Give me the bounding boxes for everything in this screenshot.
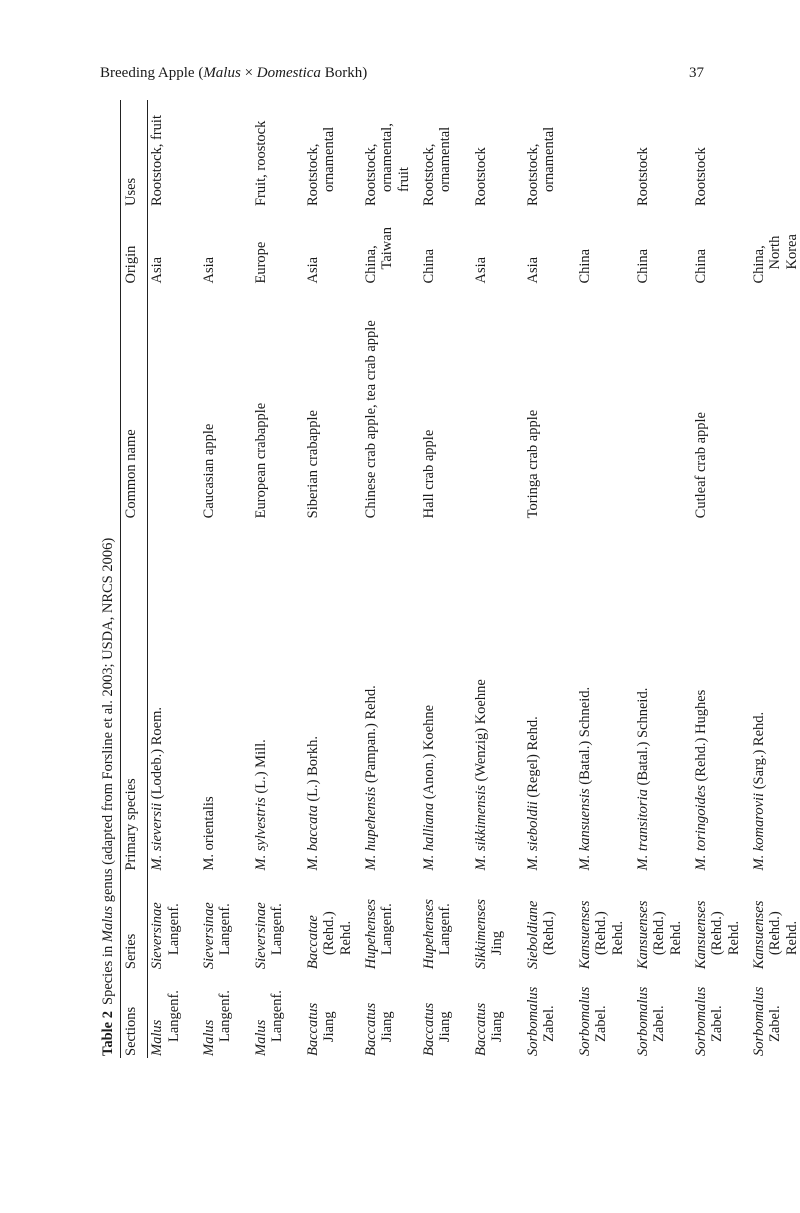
cell-section [304,971,362,1058]
table-row [692,100,750,1058]
cell-series-italic: Hupehenses [362,899,379,970]
cell-series [692,873,750,972]
cell-uses [200,100,252,208]
cell-uses: Fruit, roostock [252,120,269,207]
cell-section-italic: Sorbomalus [692,986,709,1056]
cell-common-name [750,286,800,521]
cell-series [576,873,634,972]
cell-species-text: (Sarg.) Rehd. [750,711,767,793]
cell-section-text: Zabel. [593,1005,609,1042]
cell-species-text: (Pampan.) Rehd. [362,685,379,787]
caption-italic: Malus [100,905,116,943]
cell-series-italic: Sieversinae [149,902,165,970]
cell-series-text: Langenf. [217,903,233,956]
cell-species-italic: M. kansuensis [576,788,593,871]
cell-section-text: Langenf. [165,990,182,1042]
cell-common-name: Caucasian apple [200,423,217,519]
cell-series [148,873,200,972]
cell-common-name [634,286,692,521]
running-head-title-italic-a: Malus [203,65,241,81]
cell-species-text: (Regel) Rehd. [524,716,541,802]
cell-section-text: Zabel. [541,1005,557,1042]
cell-uses: Rootstock, fruit [149,115,165,207]
cell-series-italic: Kansuenses [634,900,651,970]
species-table [120,100,800,1058]
header-origin: Origin [123,245,139,284]
cell-primary-species [200,520,252,872]
cell-section-italic: Malus [252,1019,269,1056]
cell-section-italic: Malus [149,1019,165,1056]
cell-series-italic: Hupehenses [420,899,437,970]
cell-section [148,971,200,1058]
cell-origin: China [420,248,437,284]
cell-section-italic: Sorbomalus [634,986,651,1056]
cell-common-name: Chinese crab apple, tea crab apple [362,320,379,519]
cell-primary-species [634,520,692,872]
header-sections: Sections [123,1006,139,1056]
table-row [524,100,576,1058]
cell-common-name: European crabapple [252,402,269,519]
table-row [200,100,252,1058]
cell-section [634,971,692,1058]
table-row [472,100,524,1058]
header-common-name: Common name [123,429,139,519]
cell-uses: Rootstock [472,147,489,207]
cell-origin: China [634,248,651,284]
cell-series-italic: Sieversinae [200,902,217,970]
cell-uses: Rootstock, ornamental [524,126,557,207]
cell-series-text: (Rehd.) Rehd. [651,911,684,956]
cell-series [472,873,524,972]
cell-species-text: (L.) Mill. [252,739,269,798]
table-label: Table 2 [100,1011,116,1056]
cell-common-name: Siberian crabapple [304,410,321,519]
cell-uses [750,100,800,208]
cell-section-text: Langenf. [217,990,233,1042]
cell-species-text: (L.) Borkh. [304,736,321,806]
cell-common-name: Hall crab apple [420,429,437,519]
cell-species-italic: M. komarovii [750,792,767,871]
cell-species-italic: M. sikkimensis [472,785,489,871]
table-row [420,100,472,1058]
cell-series [304,873,362,972]
running-head-title-italic-b: Domestica [256,65,321,81]
cell-section [200,971,252,1058]
cell-species-text: (Lodeb.) Roem. [149,707,165,803]
cell-section-text: Jiang [321,1011,337,1042]
cell-section-italic: Baccatus [362,1002,379,1056]
header-primary-species: Primary species [123,778,139,871]
cell-primary-species [576,520,634,872]
table-row [252,100,304,1058]
cell-series-italic: Kansuenses [750,900,767,970]
cell-series-text: (Rehd.) Rehd. [593,911,626,956]
cell-section [750,971,800,1058]
table-row [304,100,362,1058]
cell-primary-species [148,520,200,872]
cell-section-text: Jiang [489,1011,505,1042]
cell-primary-species [304,520,362,872]
cell-series [750,873,800,972]
cell-species-text: (Anon.) Koehne [420,704,437,803]
cell-section-italic: Sorbomalus [524,986,541,1056]
cell-species-italic: M. baccata [304,805,321,871]
cell-section-text: Jiang [437,1011,453,1042]
cell-origin: Asia [149,256,165,284]
cell-section [252,971,304,1058]
header-series: Series [123,933,139,970]
cell-section-text: Zabel. [767,1005,783,1042]
cell-species-text: (Rehd.) Hughes [692,689,709,786]
cell-species-text: (Batal.) Schneid. [634,687,651,790]
cell-origin: Asia [200,256,217,284]
cell-origin: Asia [472,256,489,284]
running-head-title-mid: × [240,65,257,81]
cell-section-italic: Baccatus [420,1002,437,1056]
cell-section [362,971,420,1058]
cell-series-text: Langenf. [269,903,285,956]
cell-series [524,873,576,972]
table-row [634,100,692,1058]
table-body [148,100,800,1058]
cell-origin: Asia [524,256,541,284]
running-head-title-post: Borkh) [320,65,368,81]
running-head-title [100,64,367,82]
cell-series [200,873,252,972]
table-row [576,100,634,1058]
cell-section [524,971,576,1058]
cell-series [362,873,420,972]
cell-origin: China, Taiwan [362,227,395,284]
cell-section-italic: Baccatus [472,1002,489,1056]
cell-series-italic: Kansuenses [692,900,709,970]
table-row [148,100,200,1058]
cell-common-name: Cutleaf crab apple [692,412,709,519]
cell-uses: Rootstock, ornamental, fruit [362,123,412,207]
cell-series-italic: Sieversinae [252,902,269,970]
cell-series-text: Jing [489,930,505,956]
cell-common-name: Toringa crab apple [524,409,541,519]
species-table-rotated [98,100,800,1058]
cell-section-italic: Sorbomalus [750,986,767,1056]
cell-origin: China [692,248,709,284]
cell-series-text: Langenf. [165,903,182,956]
cell-series [252,873,304,972]
cell-uses: Rootstock, ornamental [420,126,453,207]
cell-section [472,971,524,1058]
cell-uses [576,100,634,208]
header-uses: Uses [123,177,139,207]
cell-primary-species [420,520,472,872]
cell-section-text: Langenf. [269,990,285,1042]
cell-series-text: Langenf. [437,903,453,956]
cell-series-italic: Sikkimenses [472,899,489,970]
cell-section-text: Zabel. [709,1005,725,1042]
table-header-row [121,100,148,1058]
cell-species-italic: M. toringoides [692,785,709,871]
cell-section-italic: Sorbomalus [576,986,593,1056]
cell-uses: Rootstock [692,147,709,207]
cell-section [420,971,472,1058]
cell-species-italic: M. sieboldii [524,801,541,871]
cell-section [692,971,750,1058]
cell-species-italic: M. halliana [420,802,437,871]
cell-series [420,873,472,972]
cell-origin: Europe [252,241,269,284]
cell-section-italic: Baccatus [304,1002,321,1056]
cell-uses: Rootstock, ornamental [304,126,337,207]
cell-origin: China [576,248,593,284]
cell-series-text: (Rehd.) Rehd. [321,911,354,956]
cell-species-italic: M. transitoria [634,789,651,871]
cell-origin: China, North Korea [750,234,800,284]
cell-series-text: Langenf. [379,903,395,956]
cell-primary-species [362,520,420,872]
cell-series-italic: Kansuenses [576,900,593,970]
cell-species-italic: M. sieversii [149,802,165,871]
cell-primary-species [524,520,576,872]
cell-species-italic: M. hupehensis [362,786,379,871]
cell-series-text: (Rehd.) [541,911,557,956]
running-head-title-pre: Breeding Apple ( [100,65,204,81]
cell-series-text: (Rehd.) Rehd. [767,911,800,956]
cell-common-name [148,286,200,521]
cell-common-name [576,286,634,521]
cell-uses: Rootstock [634,147,651,207]
cell-species-italic: M. sylvestris [252,797,269,871]
cell-series-italic: Sieboldiane [524,900,541,970]
table-row [750,100,800,1058]
cell-section-text: Jiang [379,1011,395,1042]
page-number: 37 [689,65,704,81]
cell-series-text: (Rehd.) Rehd. [709,911,742,956]
cell-series-italic: Baccatae [304,915,321,970]
table-row [362,100,420,1058]
cell-species-text: (Batal.) Schneid. [576,686,593,789]
table-caption [98,100,120,1058]
caption-post: genus (adapted from Forsline et al. 2003; USDA, NRCS 2006) [100,537,116,906]
cell-section-text: Zabel. [651,1005,667,1042]
cell-primary-species [472,520,524,872]
cell-species-text: (Wenzig) Koehne [472,679,489,786]
cell-primary-species [692,520,750,872]
cell-origin: Asia [304,256,321,284]
caption-pre: Species in [100,942,116,1005]
cell-section [576,971,634,1058]
cell-section-italic: Malus [200,1019,217,1056]
cell-primary-species [252,520,304,872]
cell-primary-species [750,520,800,872]
cell-species-text: M. orientalis [200,796,217,871]
cell-series [634,873,692,972]
cell-common-name [472,286,524,521]
